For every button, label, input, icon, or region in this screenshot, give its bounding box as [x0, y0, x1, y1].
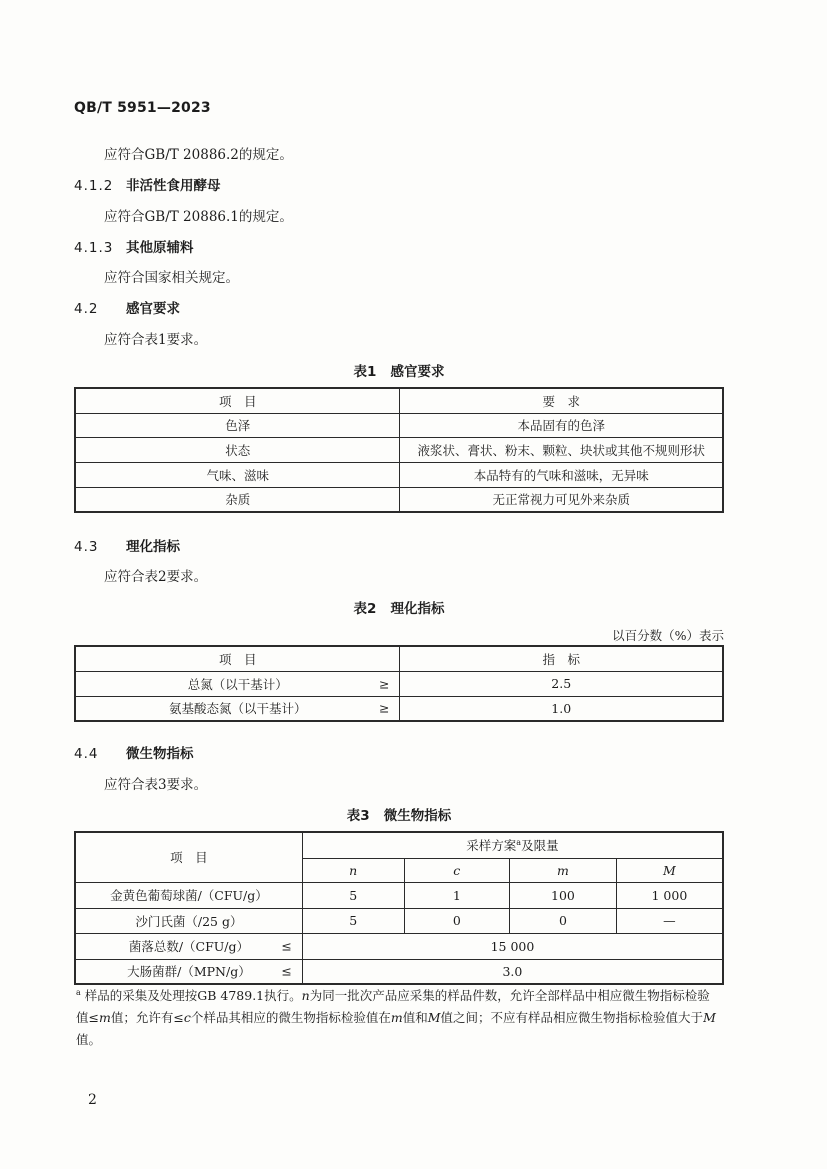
plan-header-text: 及限量 — [521, 838, 559, 854]
section-title: 非活性食用酵母 — [126, 178, 221, 194]
table-cell: 本品特有的气味和滋味，无异味 — [400, 462, 723, 487]
table-row — [75, 933, 723, 959]
caption-title: 微生物指标 — [383, 808, 452, 824]
table-cell: 沙门氏菌（/25 g） — [75, 908, 302, 933]
table-cell: 15 000 — [302, 933, 723, 959]
table-cell — [75, 933, 302, 959]
table-cell: 1.0 — [400, 696, 723, 721]
section-title: 微生物指标 — [126, 746, 194, 762]
symbol-M: M — [662, 862, 676, 878]
paragraph: 应符合表1要求。 — [104, 332, 208, 348]
header-cell: 项 目 — [75, 646, 400, 671]
table-cell: 无正常视力可见外来杂质 — [400, 487, 723, 512]
table-cell: 5 — [302, 908, 404, 933]
table-row — [75, 908, 723, 933]
section-title: 其他原辅料 — [126, 240, 194, 256]
table-cell — [75, 671, 400, 696]
table-row — [75, 437, 723, 462]
table-cell: 状态 — [75, 437, 400, 462]
table2-caption — [74, 597, 724, 617]
comparison-operator: ≤ — [281, 938, 292, 954]
section-number: 4.1.3 — [74, 240, 114, 256]
table-row — [75, 671, 723, 696]
section-heading-4-2 — [74, 297, 180, 317]
table-cell: 气味、滋味 — [75, 462, 400, 487]
caption-label: 表1 — [353, 364, 377, 380]
footnote-text: 样品的采集及处理按GB 4789.1执行。 — [80, 988, 302, 1004]
plan-header-text: 采样方案 — [466, 838, 517, 854]
symbol-n: n — [301, 988, 310, 1004]
section-heading-4-1-2 — [74, 174, 221, 194]
section-heading-4-3 — [74, 535, 180, 555]
footnote-text: 为同一批次产品应采集的样品件数，允许全部样品中相应微生物指标检验值≤ — [76, 988, 710, 1026]
header-cell — [510, 858, 617, 882]
section-number: 4.3 — [74, 539, 99, 555]
table-cell: 3.0 — [302, 959, 723, 984]
table-cell: 本品固有的色泽 — [400, 413, 723, 437]
caption-label: 表2 — [353, 601, 377, 617]
table-cell — [75, 696, 400, 721]
table-row — [75, 959, 723, 984]
symbol-c: c — [453, 862, 461, 878]
table-cell: 1 — [404, 882, 510, 908]
table-row — [75, 882, 723, 908]
caption-title: 感官要求 — [390, 364, 445, 380]
table-header-row — [75, 832, 723, 858]
table-cell: 杂质 — [75, 487, 400, 512]
header-cell — [616, 858, 723, 882]
table-header-row — [75, 388, 723, 413]
footnote-text: 值；允许有≤ — [110, 1010, 184, 1026]
table3-microbiological — [74, 831, 724, 985]
table-cell: 100 — [510, 882, 617, 908]
section-title: 感官要求 — [126, 301, 180, 317]
item-name: 总氮（以干基计） — [187, 676, 288, 692]
footnote-mark: a — [76, 988, 81, 997]
table-cell: 5 — [302, 882, 404, 908]
table-cell: 2.5 — [400, 671, 723, 696]
section-number: 4.4 — [74, 746, 99, 762]
symbol-M: M — [703, 1010, 716, 1026]
footnote-text: 值。 — [76, 1032, 102, 1048]
table-cell: 色泽 — [75, 413, 400, 437]
table-cell: — — [616, 908, 723, 933]
table2-unit-note: 以百分数（%）表示 — [612, 628, 724, 643]
header-cell: 项 目 — [75, 832, 302, 882]
header-cell: 指 标 — [400, 646, 723, 671]
section-number: 4.2 — [74, 301, 99, 317]
item-name: 氨基酸态氮（以干基计） — [168, 701, 307, 717]
table3-footnote — [76, 982, 722, 1051]
table-cell — [75, 959, 302, 984]
table-row — [75, 413, 723, 437]
header-cell — [302, 832, 723, 858]
comparison-operator: ≤ — [281, 963, 292, 979]
paragraph: 应符合GB/T 20886.2的规定。 — [104, 147, 293, 163]
page-number: 2 — [88, 1092, 97, 1108]
table-row — [75, 696, 723, 721]
footnote-text: 值和 — [402, 1010, 428, 1026]
caption-label: 表3 — [346, 808, 370, 824]
section-number: 4.1.2 — [74, 178, 114, 194]
paragraph: 应符合GB/T 20886.1的规定。 — [104, 209, 293, 225]
table-cell: 0 — [404, 908, 510, 933]
header-cell — [404, 858, 510, 882]
footnote-text: 个样品其相应的微生物指标检验值在 — [190, 1010, 391, 1026]
paragraph: 应符合表3要求。 — [104, 777, 208, 793]
table-cell: 0 — [510, 908, 617, 933]
symbol-m: m — [557, 862, 569, 878]
table3-caption — [74, 804, 724, 824]
section-heading-4-1-3 — [74, 236, 194, 256]
footnote-mark: a — [516, 838, 522, 848]
symbol-n: n — [349, 862, 358, 878]
caption-title: 理化指标 — [390, 601, 445, 617]
table-cell: 金黄色葡萄球菌/（CFU/g） — [75, 882, 302, 908]
header-cell — [302, 858, 404, 882]
paragraph: 应符合表2要求。 — [104, 569, 208, 585]
symbol-m: m — [390, 1010, 403, 1026]
paragraph: 应符合国家相关规定。 — [104, 270, 239, 286]
item-name: 大肠菌群/（MPN/g） — [127, 964, 251, 980]
header-cell: 要 求 — [400, 388, 723, 413]
table2-physicochemical — [74, 645, 724, 722]
symbol-M: M — [427, 1010, 441, 1026]
footnote-text: 值之间；不应有样品相应微生物指标检验值大于 — [440, 1010, 704, 1026]
table-row — [75, 487, 723, 512]
header-cell: 项 目 — [75, 388, 400, 413]
comparison-operator: ≥ — [379, 700, 390, 716]
table-header-row — [75, 646, 723, 671]
symbol-m: m — [98, 1010, 111, 1026]
table1-sensory — [74, 387, 724, 513]
item-name: 菌落总数/（CFU/g） — [128, 939, 250, 954]
section-title: 理化指标 — [126, 539, 180, 555]
table-row — [75, 462, 723, 487]
section-heading-4-4 — [74, 742, 194, 762]
table-cell: 1 000 — [616, 882, 723, 908]
comparison-operator: ≥ — [379, 676, 390, 691]
table-cell: 液浆状、膏状、粉末、颗粒、块状或其他不规则形状 — [400, 437, 723, 462]
table1-caption — [74, 360, 724, 380]
standard-code-header: QB/T 5951—2023 — [74, 100, 211, 116]
symbol-c: c — [183, 1010, 191, 1026]
